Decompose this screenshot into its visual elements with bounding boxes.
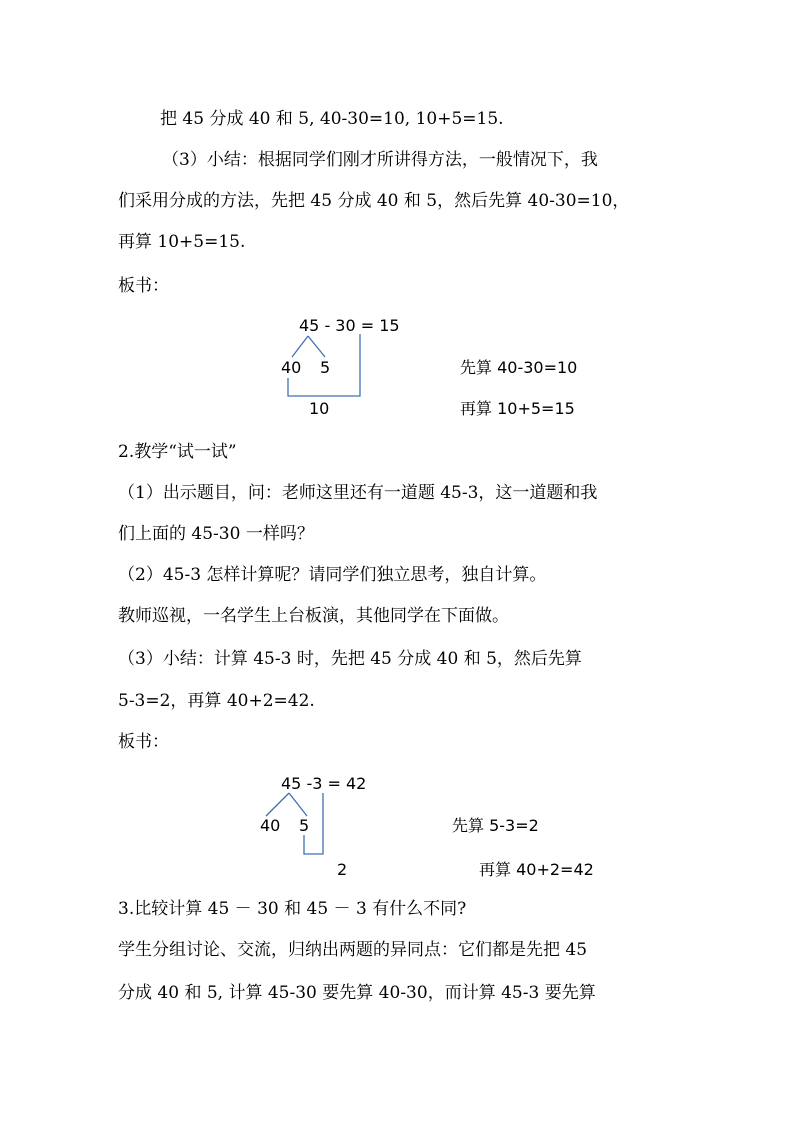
text-line-8: 们上面的 45-30 一样吗？ [118,524,314,544]
board2-step2: 再算 40+2=42 [479,860,594,879]
board2-split-right [289,793,307,816]
board1-split-right [308,336,325,357]
text-line-7: （1）出示题目，问：老师这里还有一道题 45-3，这一道题和我 [118,483,598,503]
board2-equation: 45 -3 = 42 [281,774,367,793]
board1-equation: 45 - 30 = 15 [299,316,400,335]
board2-result: 2 [337,860,348,879]
board1-bracket [288,334,360,396]
board-label-1: 板书： [118,276,169,296]
text-line-9: （2）45-3 怎样计算呢？请同学们独立思考，独自计算。 [118,565,547,585]
section-3-heading: 3.比较计算 45 － 30 和 45 － 3 有什么不同? [118,899,467,919]
text-line-1: 把 45 分成 40 和 5, 40-30=10, 10+5=15. [160,109,504,129]
board1-connectors [288,334,360,396]
board2-part-a: 40 [260,816,281,835]
board-label-2: 板书： [118,732,169,752]
board1-step2: 再算 10+5=15 [460,399,575,418]
text-line-11: （3）小结：计算 45-3 时，先把 45 分成 40 和 5，然后先算 [118,649,582,669]
board2-step1: 先算 5-3=2 [452,816,539,835]
text-line-15: 学生分组讨论、交流，归纳出两题的异同点：它们都是先把 45 [118,940,588,960]
section-2-heading: 2.教学“试一试” [118,442,237,462]
text-line-4: 再算 10+5=15. [118,232,246,252]
text-line-2: （3）小结：根据同学们刚才所讲得方法，一般情况下，我 [162,150,598,170]
board1-step1: 先算 40-30=10 [460,358,578,377]
board2-part-b: 5 [299,816,310,835]
board1-result: 10 [309,399,330,418]
board1-part-a: 40 [281,358,302,377]
text-line-3: 们采用分成的方法，先把 45 分成 40 和 5，然后先算 40-30=10， [118,191,630,211]
board2-split-left [266,793,289,816]
board2-connectors [266,793,323,854]
board1-part-b: 5 [320,358,331,377]
text-line-10: 教师巡视，一名学生上台板演，其他同学在下面做。 [118,606,509,626]
board2-bracket [304,793,323,854]
board1-split-left [292,336,308,357]
text-line-16: 分成 40 和 5, 计算 45-30 要先算 40-30，而计算 45-3 要先算 [118,983,596,1003]
text-line-12: 5-3=2，再算 40+2=42. [118,691,315,711]
